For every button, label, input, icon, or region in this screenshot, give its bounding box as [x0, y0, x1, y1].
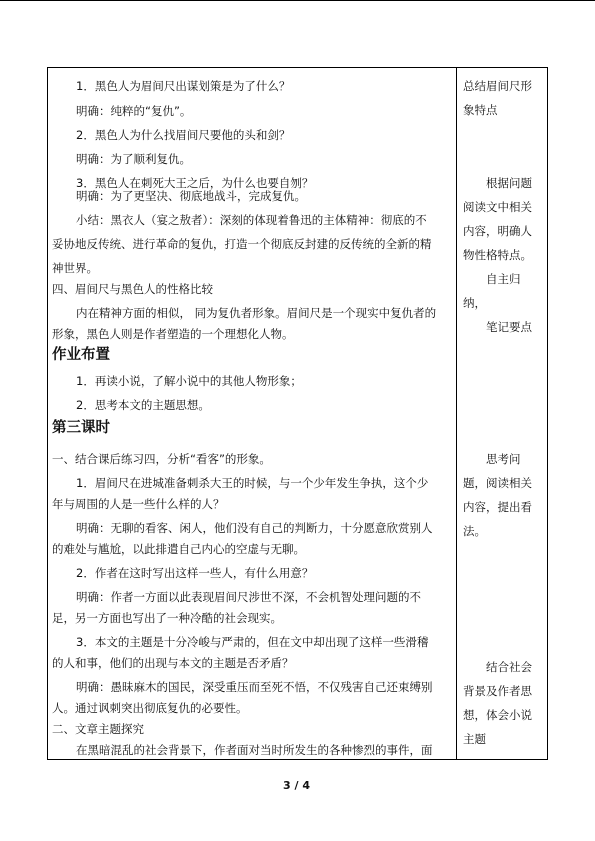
section-heading: 四、眉间尺与黑色人的性格比较: [52, 282, 213, 296]
section-heading: 一、结合课后练习四，分析“看客”的形象。: [52, 452, 271, 466]
paragraph-line: 形象，黑色人则是作者塑造的一个理想化人物。: [52, 327, 294, 341]
side-note-line: 题，阅读相关: [463, 476, 532, 490]
question-line: 2．作者在这时写出这样一些人，有什么用意？: [76, 566, 314, 580]
summary-line: 妥协地反传统、进行革命的复仇，打造一个彻底反封建的反传统的全新的精: [52, 237, 432, 251]
answer-line: 明确：无聊的看客、闲人，他们没有自己的判断力，十分愿意欣赏别人: [76, 521, 433, 535]
page-number: 3 / 4: [283, 779, 310, 792]
question-line: 2．黑色人为什么找眉间尺要他的头和剑？: [76, 128, 291, 142]
answer-line: 人。通过讽刺突出彻底复仇的必要性。: [52, 701, 248, 715]
side-note-line: 内容，明确人: [463, 224, 532, 238]
side-note-line: 主题: [463, 732, 486, 746]
paragraph-line: 在黑暗混乱的社会背景下，作者面对当时所发生的各种惨烈的事件，面: [76, 743, 433, 757]
side-note-line: 纳，: [463, 296, 486, 310]
answer-line: 明确：愚昧麻木的国民，深受重压而至死不悟，不仅残害自己还束缚别: [76, 680, 433, 694]
paragraph-line: 内在精神方面的相似， 同为复仇者形象。眉间尺是一个现实中复仇者的: [76, 306, 437, 320]
answer-line: 的难处与尴尬，以此排遣自己内心的空虚与无聊。: [52, 542, 305, 556]
side-note-line: 根据问题: [486, 176, 532, 190]
side-note-line: 物性格特点。: [463, 248, 532, 262]
side-note-line: 总结眉间尺形: [463, 79, 532, 93]
side-note-line: 笔记要点: [486, 320, 532, 334]
question-line: 3．黑色人在刺死大王之后，为什么也要自刎？: [76, 176, 314, 190]
table-top-border: [47, 67, 548, 68]
side-note-line: 阅读文中相关: [463, 200, 532, 214]
question-line: 1．眉间尺在进城准备刺杀大王的时候，与一个少年发生争执，这个少: [76, 476, 429, 490]
answer-line: 明确：纯粹的“复仇”。: [76, 104, 192, 118]
table-left-border: [47, 67, 48, 760]
table-column-divider: [456, 67, 457, 760]
answer-line: 明确：作者一方面以此表现眉间尺涉世不深，不会机智处理问题的不: [76, 590, 421, 604]
question-line: 1．黑色人为眉间尺出谋划策是为了什么？: [76, 79, 291, 93]
table-bottom-border: [47, 759, 548, 760]
section-heading: 二、文章主题探究: [52, 722, 144, 736]
side-note-line: 背景及作者思: [463, 684, 532, 698]
summary-line: 神世界。: [52, 261, 98, 275]
homework-item: 2．思考本文的主题思想。: [76, 398, 210, 412]
side-note-line: 想，体会小说: [463, 708, 532, 722]
side-note-line: 结合社会: [486, 660, 532, 674]
homework-heading: 作业布置: [52, 347, 110, 363]
question-line: 3．本文的主题是十分冷峻与严肃的，但在文中却出现了这样一些滑稽: [76, 635, 429, 649]
summary-line: 小结：黑衣人（宴之敖者）：深刻的体现着鲁迅的主体精神：彻底的不: [76, 213, 427, 227]
top-rule: [0, 0, 595, 1]
answer-line: 足，另一方面也写出了一种冷酷的社会现实。: [52, 611, 282, 625]
question-line: 的人和事，他们的出现与本文的主题是否矛盾？: [52, 656, 294, 670]
side-note-line: 象特点: [463, 103, 498, 117]
lesson-heading: 第三课时: [52, 420, 110, 436]
answer-line: 明确：为了顺利复仇。: [76, 152, 191, 166]
homework-item: 1．再读小说，了解小说中的其他人物形象；: [76, 374, 302, 388]
side-note-line: 思考问: [486, 452, 521, 466]
table-right-border: [547, 67, 548, 760]
side-note-line: 法。: [463, 524, 486, 538]
answer-line: 明确：为了更坚决、彻底地战斗，完成复仇。: [76, 189, 306, 203]
side-note-line: 内容，提出看: [463, 500, 532, 514]
side-note-line: 自主归: [486, 272, 521, 286]
question-line: 年与周围的人是一些什么样的人？: [52, 497, 225, 511]
